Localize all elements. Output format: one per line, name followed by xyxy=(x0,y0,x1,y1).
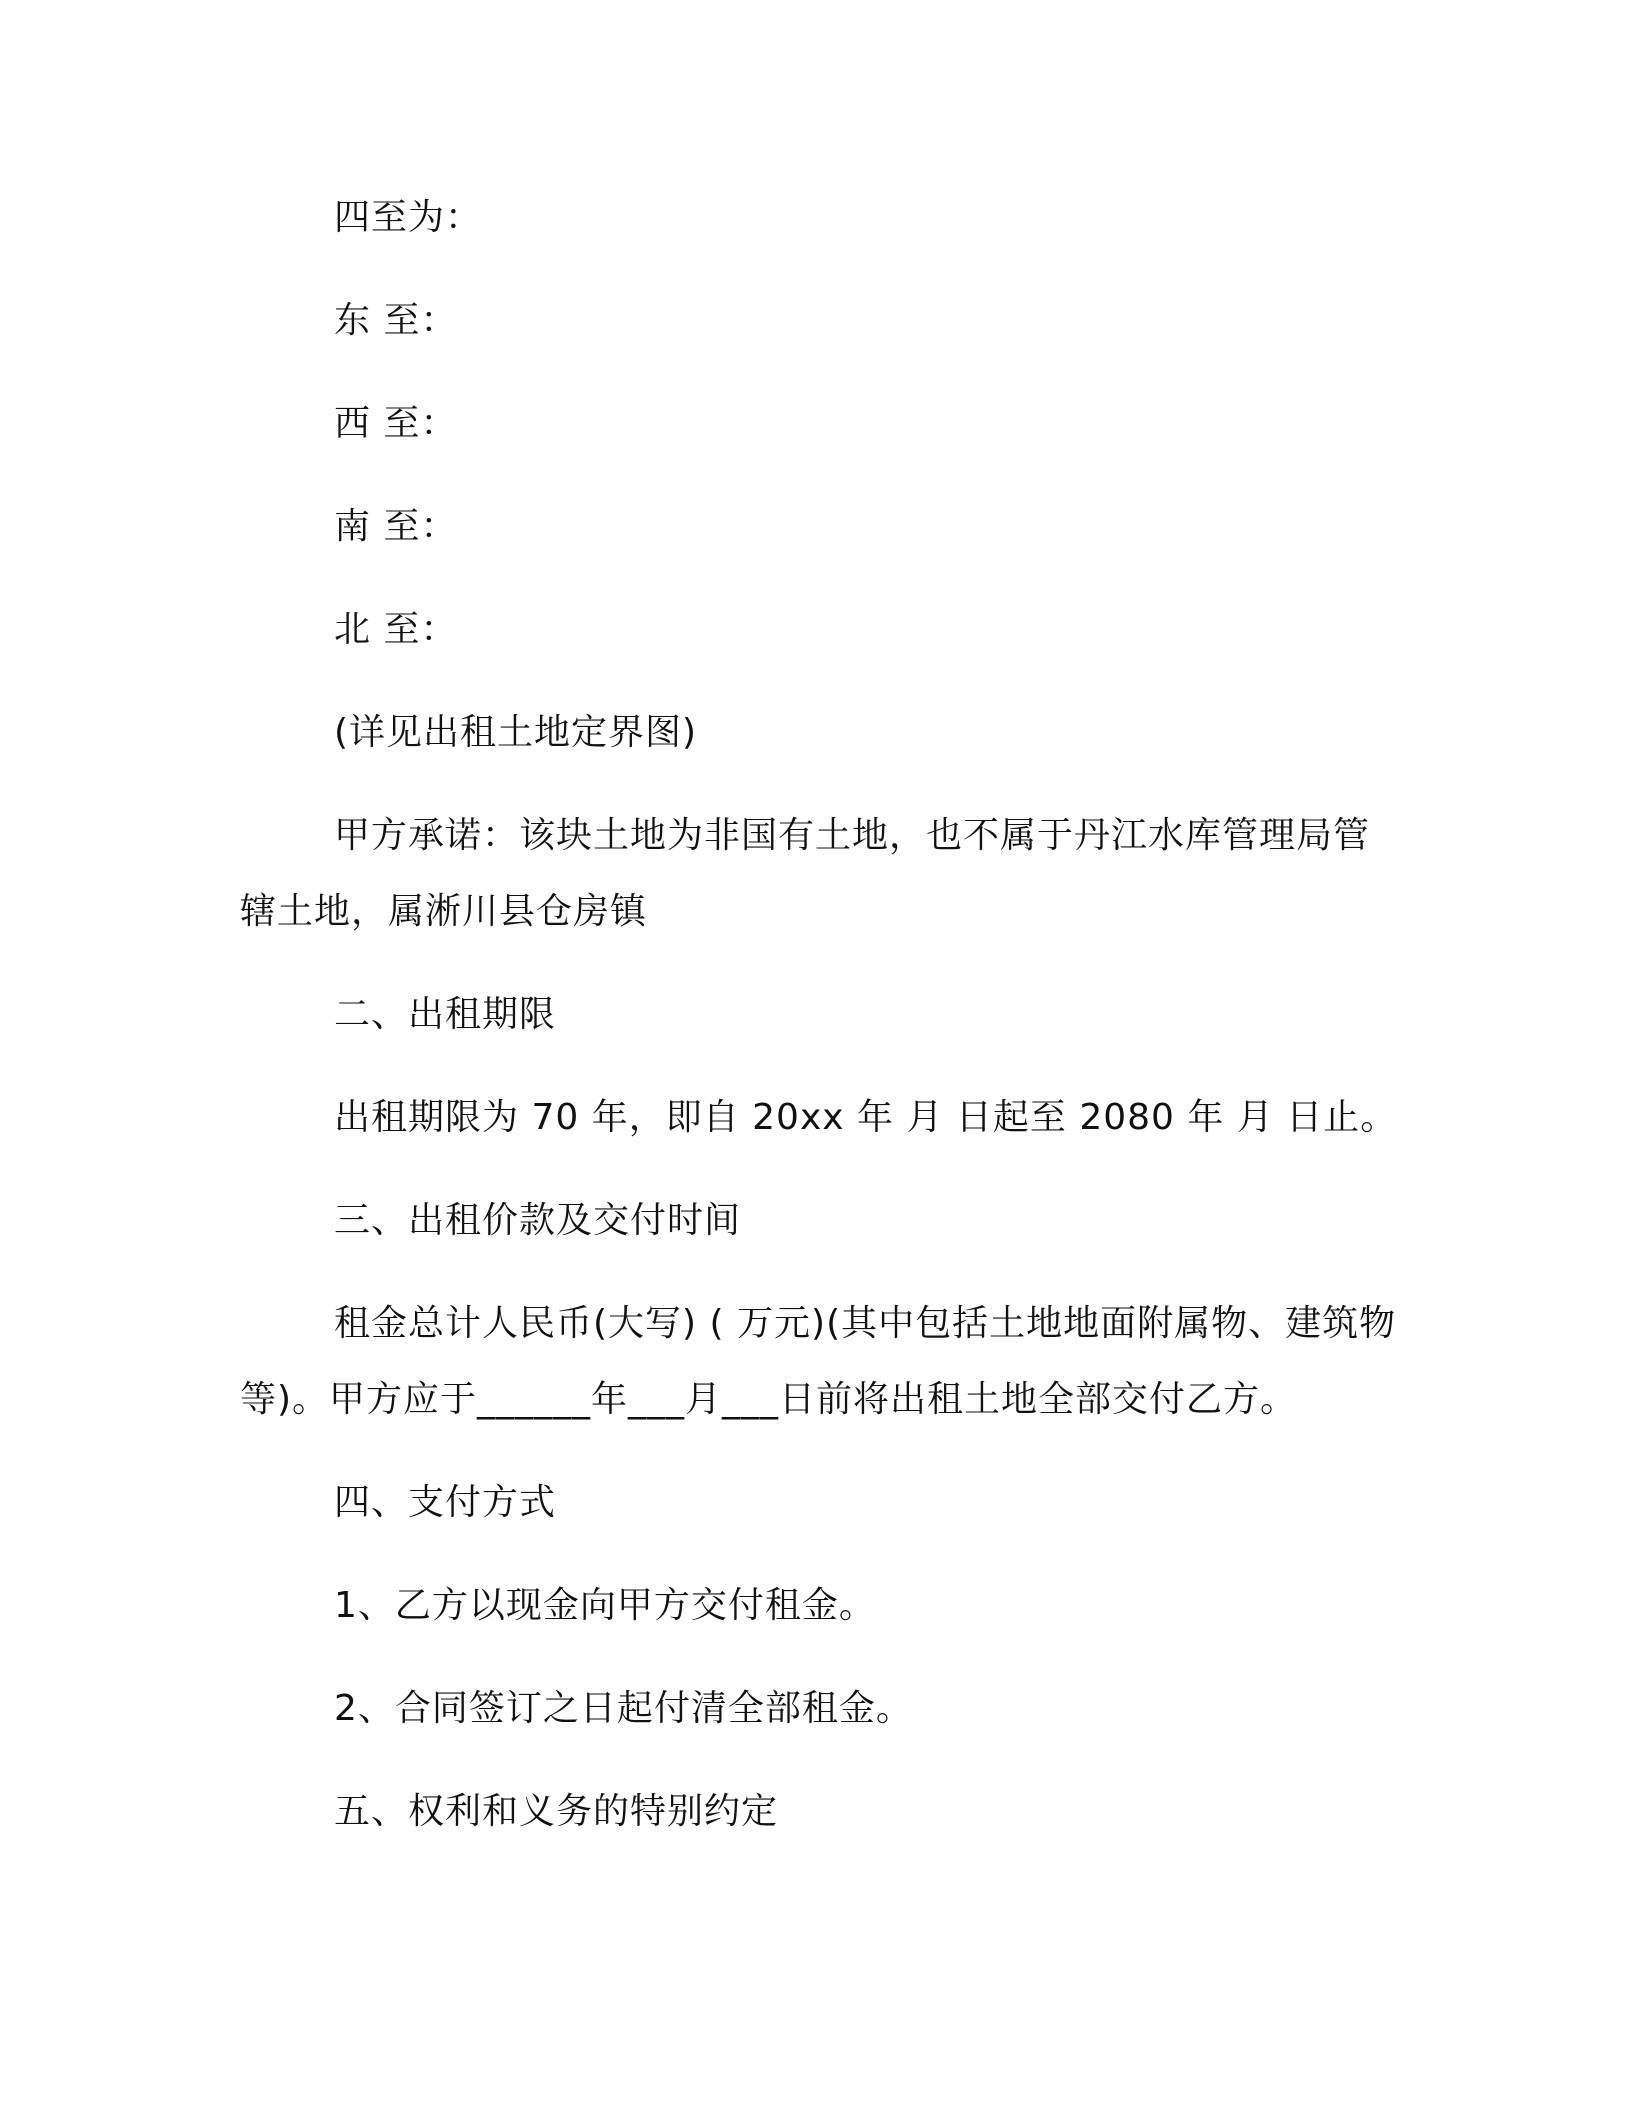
four-boundaries-heading: 四至为： xyxy=(334,197,483,238)
section-2-title: 二、出租期限 xyxy=(334,994,557,1035)
party-a-promise-line-1: 甲方承诺：该块土地为非国有土地，也不属于丹江水库管理局管 xyxy=(334,815,1371,856)
section-3-body-line-1: 租金总计人民币(大写) ( 万元)(其中包括土地地面附属物、建筑物 xyxy=(334,1303,1397,1344)
south-boundary: 南 至： xyxy=(334,506,458,547)
party-a-promise-line-2: 辖土地，属淅川县仓房镇 xyxy=(240,891,648,932)
section-3-title: 三、出租价款及交付时间 xyxy=(334,1200,742,1241)
section-2-body: 出租期限为 70 年，即自 20xx 年 月 日起至 2080 年 月 日止。 xyxy=(334,1097,1398,1138)
section-4-item-2: 2、合同签订之日起付清全部租金。 xyxy=(334,1688,913,1729)
east-boundary: 东 至： xyxy=(334,300,458,341)
section-5-title: 五、权利和义务的特别约定 xyxy=(334,1791,779,1832)
north-boundary: 北 至： xyxy=(334,609,458,650)
west-boundary: 西 至： xyxy=(334,403,458,444)
see-boundary-map-note: (详见出租土地定界图) xyxy=(334,712,698,753)
section-4-title: 四、支付方式 xyxy=(334,1482,557,1523)
section-3-body-line-2: 等)。甲方应于______年___月___日前将出租土地全部交付乙方。 xyxy=(240,1379,1298,1420)
section-4-item-1: 1、乙方以现金向甲方交付租金。 xyxy=(334,1585,876,1626)
